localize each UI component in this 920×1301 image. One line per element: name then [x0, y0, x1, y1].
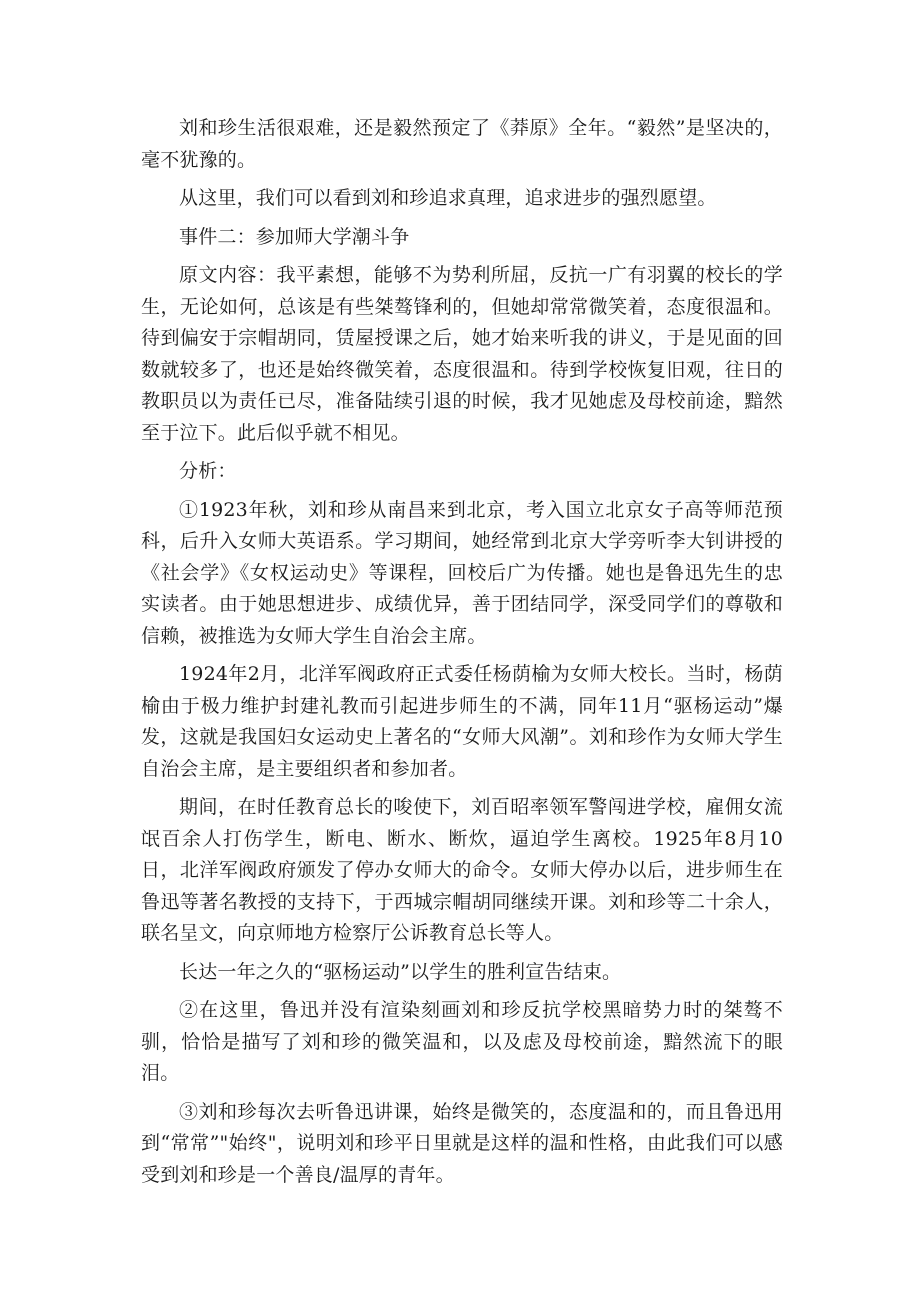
- document-body: [141, 113, 783, 1191]
- paragraph-original-text: 原文内容：我平素想，能够不为势利所屈，反抗一广有羽翼的校长的学生，无论如何，总该是有些桀骜锋利的，但她却常常微笑着，态度很温和。待到偏安于宗帽胡同，赁屋授课之后，她才始来听我的讲义，于是见面的回数就较多了，也还是始终微笑着，态度很温和。待到学校恢复旧观，往日的教职员以为责任已尽，准备陆续引退的时候，我才见她虑及母校前途，黯然至于泣下。此后似乎就不相见。: [141, 264, 783, 444]
- paragraph-1925: 期间，在时任教育总长的唆使下，刘百昭率领军警闯进学校，雇佣女流氓百余人打伤学生，断电、断水、断炊，逼迫学生离校。1925年8月10日，北洋军阀政府颁发了停办女师大的命令。女师大停办以后，进步师生在鲁迅等著名教授的支持下，于西城宗帽胡同继续开课。刘和珍等二十余人，联名呈文，向京师地方检察厅公诉教育总长等人。: [141, 796, 783, 944]
- analysis-point-2: ②在这里，鲁迅并没有渲染刻画刘和珍反抗学校黑暗势力时的桀骜不驯，恰恰是描写了刘和珍的微笑温和，以及虑及母校前途，黯然流下的眼泪。: [141, 999, 783, 1084]
- paragraph-conclusion-truth: 从这里，我们可以看到刘和珍追求真理，追求进步的强烈愿望。: [179, 187, 717, 209]
- analysis-point-3: ③刘和珍每次去听鲁迅讲课，始终是微笑的，态度温和的，而且鲁迅用到“常常”"始终"，说明刘和珍平日里就是这样的温和性格，由此我们可以感受到刘和珍是一个善良/温厚的青年。: [141, 1100, 783, 1186]
- section-heading-event-two: 事件二：参加师大学潮斗争: [179, 225, 410, 248]
- analysis-label: 分析：: [179, 460, 237, 482]
- paragraph-zeal: 刘和珍生活很艰难，还是毅然预定了《莽原》全年。“毅然”是坚决的，毫不犹豫的。: [141, 117, 783, 171]
- paragraph-movement-end: 长达一年之久的“驱杨运动”以学生的胜利宣告结束。: [179, 960, 622, 983]
- analysis-point-1: ①1923年秋，刘和珍从南昌来到北京，考入国立北京女子高等师范预科，后升入女师大英语系。学习期间，她经常到北京大学旁听李大钊讲授的《社会学》《女权运动史》等课程，回校后广为传播。她也是鲁迅先生的忠实读者。由于她思想进步、成绩优异，善于团结同学，深受同学们的尊敬和信赖，被推选为女师大学生自治会主席。: [141, 498, 783, 647]
- paragraph-1924: 1924年2月，北洋军阀政府正式委任杨荫榆为女师大校长。当时，杨荫榆由于极力维护封建礼教而引起进步师生的不满，同年11月“驱杨运动”爆发，这就是我国妇女运动史上著名的“女师大风潮”。刘和珍作为女师大学生自治会主席，是主要组织者和参加者。: [141, 663, 783, 780]
